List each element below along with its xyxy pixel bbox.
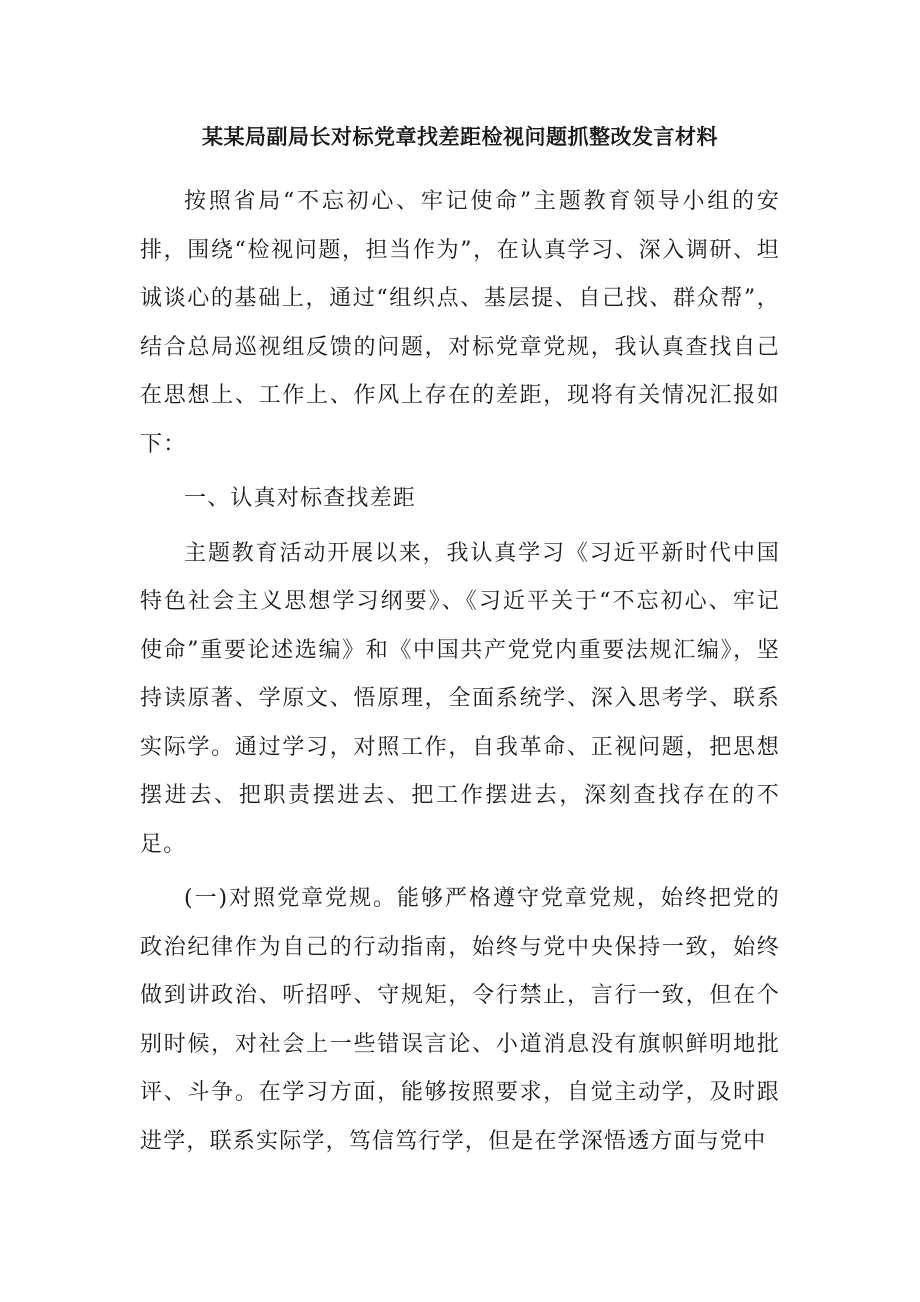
section-heading: 一、认真对标查找差距 (184, 486, 417, 511)
party-rules-paragraph: (一)对照党章党规。能够严格遵守党章党规，始终把党的政治纪律作为自己的行动指南，始终与党中央保持一致，始终做到讲政治、听招呼、守规矩，令行禁止，言行一致，但在个别时候，对社会上一些错误言论、小道消息没有旗帜鲜明地批评、斗争。在学习方面，能够按照要求，自觉主动学，及时跟进学，联系实际学，笃信笃行学，但是在学深悟透方面与党中 (140, 886, 780, 1154)
document-body (140, 178, 780, 1166)
document-title: 某某局副局长对标党章找差距检视问题抓整改发言材料 (202, 125, 718, 149)
intro-paragraph: 按照省局“不忘初心、牢记使命”主题教育领导小组的安排，围绕“检视问题，担当作为”，在认真学习、深入调研、坦诚谈心的基础上，通过“组织点、基层提、自己找、群众帮”，结合总局巡视组反馈的问题，对标党章党规，我认真查找自己在思想上、工作上、作风上存在的差距，现将有关情况汇报如下： (140, 189, 780, 457)
study-paragraph: 主题教育活动开展以来，我认真学习《习近平新时代中国特色社会主义思想学习纲要》、《习近平关于“不忘初心、牢记使命”重要论述选编》和《中国共产党党内重要法规汇编》，坚持读原著、学原文、悟原理，全面系统学、深入思考学、联系实际学。通过学习，对照工作，自我革命、正视问题，把思想摆进去、把职责摆进去、把工作摆进去，深刻查找存在的不足。 (140, 540, 780, 857)
